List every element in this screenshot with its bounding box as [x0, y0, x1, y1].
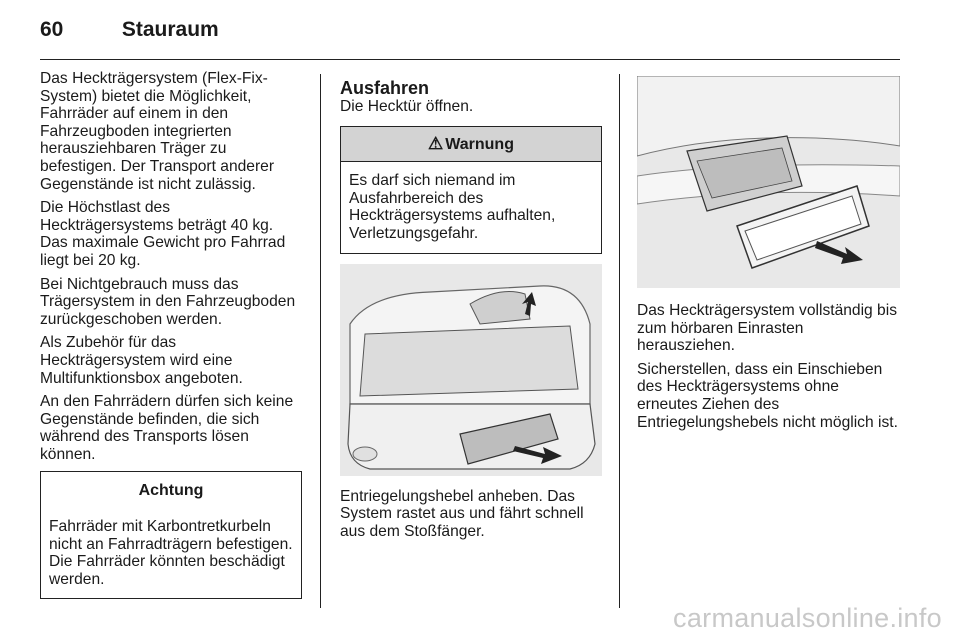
section-heading: Ausfahren: [340, 78, 430, 98]
warning-title: Warnung: [445, 135, 514, 153]
paragraph: Bei Nichtgebrauch muss das Trägersystem in den Fahrzeugboden zurückgeschoben werden.: [40, 275, 296, 328]
warning-box: [340, 126, 602, 254]
caution-title: Achtung: [138, 482, 204, 500]
watermark-logo: carmanualsonline.info: [673, 603, 942, 633]
caution-text: Fahrräder mit Karbontretkurbeln nicht an Fahrradträgern befestigen. Die Fahrräder könnten beschädigt werden.: [49, 518, 293, 588]
column-3: [637, 76, 900, 437]
column-2: [340, 78, 602, 546]
warning-icon: ⚠: [428, 133, 444, 153]
column-divider-right: [619, 74, 620, 608]
page-header: [40, 18, 219, 42]
illustration-caption: Entriegelungshebel anheben. Das System rastet aus und fährt schnell aus dem Stoßfänger.: [340, 487, 584, 540]
column-1: [40, 70, 302, 599]
page-number: 60: [40, 18, 64, 41]
paragraph: Das Heckträgersystem (Flex-Fix-System) bietet die Möglichkeit, Fahrräder auf einem in den Fahrzeugboden integrierten herausziehbaren Träger zu befestigen. Der Transport anderer Gegenstände ist nicht zulässig.: [40, 70, 275, 193]
header-rule: [40, 59, 900, 60]
carrier-drawing: [637, 76, 900, 288]
paragraph: Sicherstellen, dass ein Einschieben des Heckträgersystems ohne erneutes Ziehen des Entriegelungshebels nicht möglich ist.: [637, 360, 898, 431]
intro-text: Die Hecktür öffnen.: [340, 98, 474, 115]
trunk-illustration: [340, 264, 602, 476]
warning-text: Es darf sich niemand im Ausfahrbereich des Heckträgersystems aufhalten, Verletzungsgefahr.: [349, 172, 556, 242]
carrier-illustration: [637, 76, 900, 288]
caution-box: [40, 471, 302, 599]
paragraph: Das Heckträgersystem vollständig bis zum hörbaren Einrasten herausziehen.: [637, 302, 897, 355]
paragraph: Als Zubehör für das Heckträgersystem wird eine Multifunktionsbox angeboten.: [40, 334, 243, 387]
paragraph: Die Höchstlast des Heckträgersystems beträgt 40 kg. Das maximale Gewicht pro Fahrrad liegt bei 20 kg.: [40, 199, 286, 269]
page-title: Stauraum: [121, 18, 219, 41]
paragraph: An den Fahrrädern dürfen sich keine Gegenstände befinden, die sich während des Transports lösen können.: [40, 393, 294, 463]
column-divider-left: [320, 74, 321, 608]
trunk-drawing: [340, 264, 602, 476]
warning-header: [341, 127, 601, 163]
